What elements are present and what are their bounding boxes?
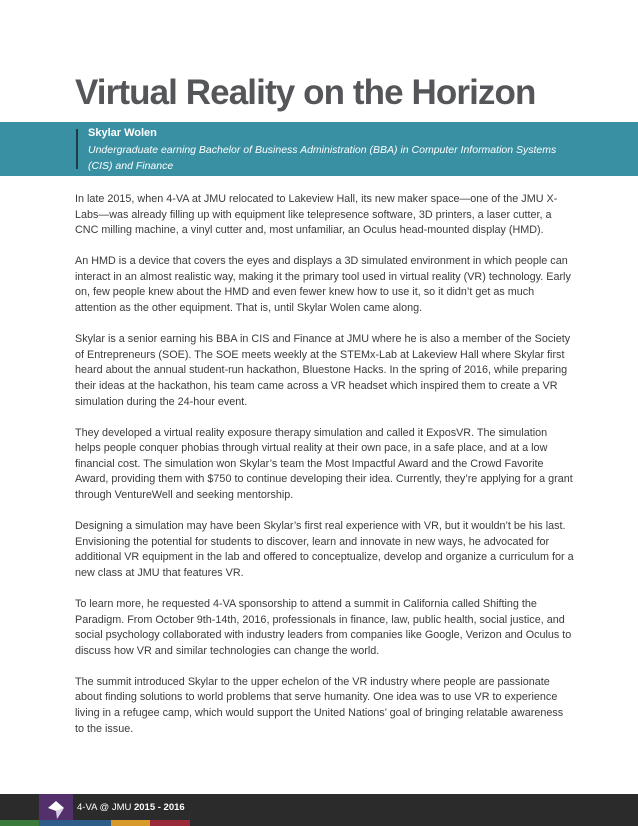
paragraph: Skylar is a senior earning his BBA in CIS and Finance at JMU where he is also a member of the Society of Entrepreneurs (SOE). The SOE meets weekly at the STEMx-Lab at Lakeview Hall where Skylar first heard about the annual student-run hackathon, Bluestone Hacks. In the spring of 2016, while preparing their ideas at the hackathon, his team came across a VR headset which inspired them to create a VR simulation during the 24-hour event.: [75, 333, 571, 408]
paragraph: An HMD is a device that covers the eyes and displays a 3D simulated environment in which people can interact in an almost realistic way, making it the primary tool used in virtual reality (VR) technology. Early on, few people knew about the HMD and even fewer knew how to use it, so it didn’t get as much attention as the other equipment. That is, until Skylar Wolen came along.: [75, 255, 571, 315]
article-body: [75, 192, 575, 753]
footer-org: 4-VA @ JMU: [77, 802, 132, 813]
footer-years: 2015 - 2016: [133, 802, 185, 813]
stripe-maroon: [150, 820, 190, 826]
paragraph: To learn more, he requested 4-VA sponsorship to attend a summit in California called Shifting the Paradigm. From October 9th-14th, 2016, professionals in finance, law, public health, social justice, and social psychology collaborated with industry leaders from companies like Google, Verizon and Oculus to discuss how VR and similar technologies can change the world.: [75, 597, 572, 657]
author-name: Skylar Wolen: [88, 127, 157, 139]
stripe-green: [0, 820, 39, 826]
paragraph: They developed a virtual reality exposure therapy simulation and called it ExposVR. The simulation helps people conquer phobias through virtual reality at their own pace, in a safe place, and at a low financial cost. The simulation won Skylar’s team the Most Impactful Award and the Crowd Favorite Award, providing them with $750 to continue developing their idea. Currently, they’re applying for a grant through VentureWell and seeking mentorship.: [75, 426, 573, 501]
paragraph: The summit introduced Skylar to the upper echelon of the VR industry where people are passionate about finding solutions to world problems that serve humanity. One idea was to use VR to experience living in a refugee camp, which would support the United Nations’ goal of bringing relatable awareness to the issue.: [75, 675, 564, 735]
article-title: Virtual Reality on the Horizon: [75, 73, 536, 112]
author-description: Undergraduate earning Bachelor of Business Administration (BBA) in Computer Information Systems (CIS) and Finance: [88, 144, 557, 172]
paragraph: Designing a simulation may have been Skylar’s first real experience with VR, but it wouldn’t be his last. Envisioning the potential for students to discover, learn and innovate in new ways, he advocated for additional VR equipment in the lab and offered to conceptualize, develop and organize a curriculum for a new class at JMU that features VR.: [75, 520, 574, 579]
4-va-logo-icon: [48, 801, 64, 819]
stripe-gold: [111, 820, 150, 826]
author-banner: [0, 122, 638, 176]
stripe-blue: [39, 820, 111, 826]
paragraph: In late 2015, when 4-VA at JMU relocated to Lakeview Hall, its new maker space—one of the JMU X-Labs—was already filling up with equipment like telepresence software, 3D printers, a laser cutter, a CNC milling machine, a vinyl cutter and, most unfamiliar, an Oculus head-mounted display (HMD).: [75, 193, 558, 237]
footer-label: [77, 801, 185, 814]
color-stripes: [0, 820, 190, 826]
banner-divider: [76, 129, 78, 169]
